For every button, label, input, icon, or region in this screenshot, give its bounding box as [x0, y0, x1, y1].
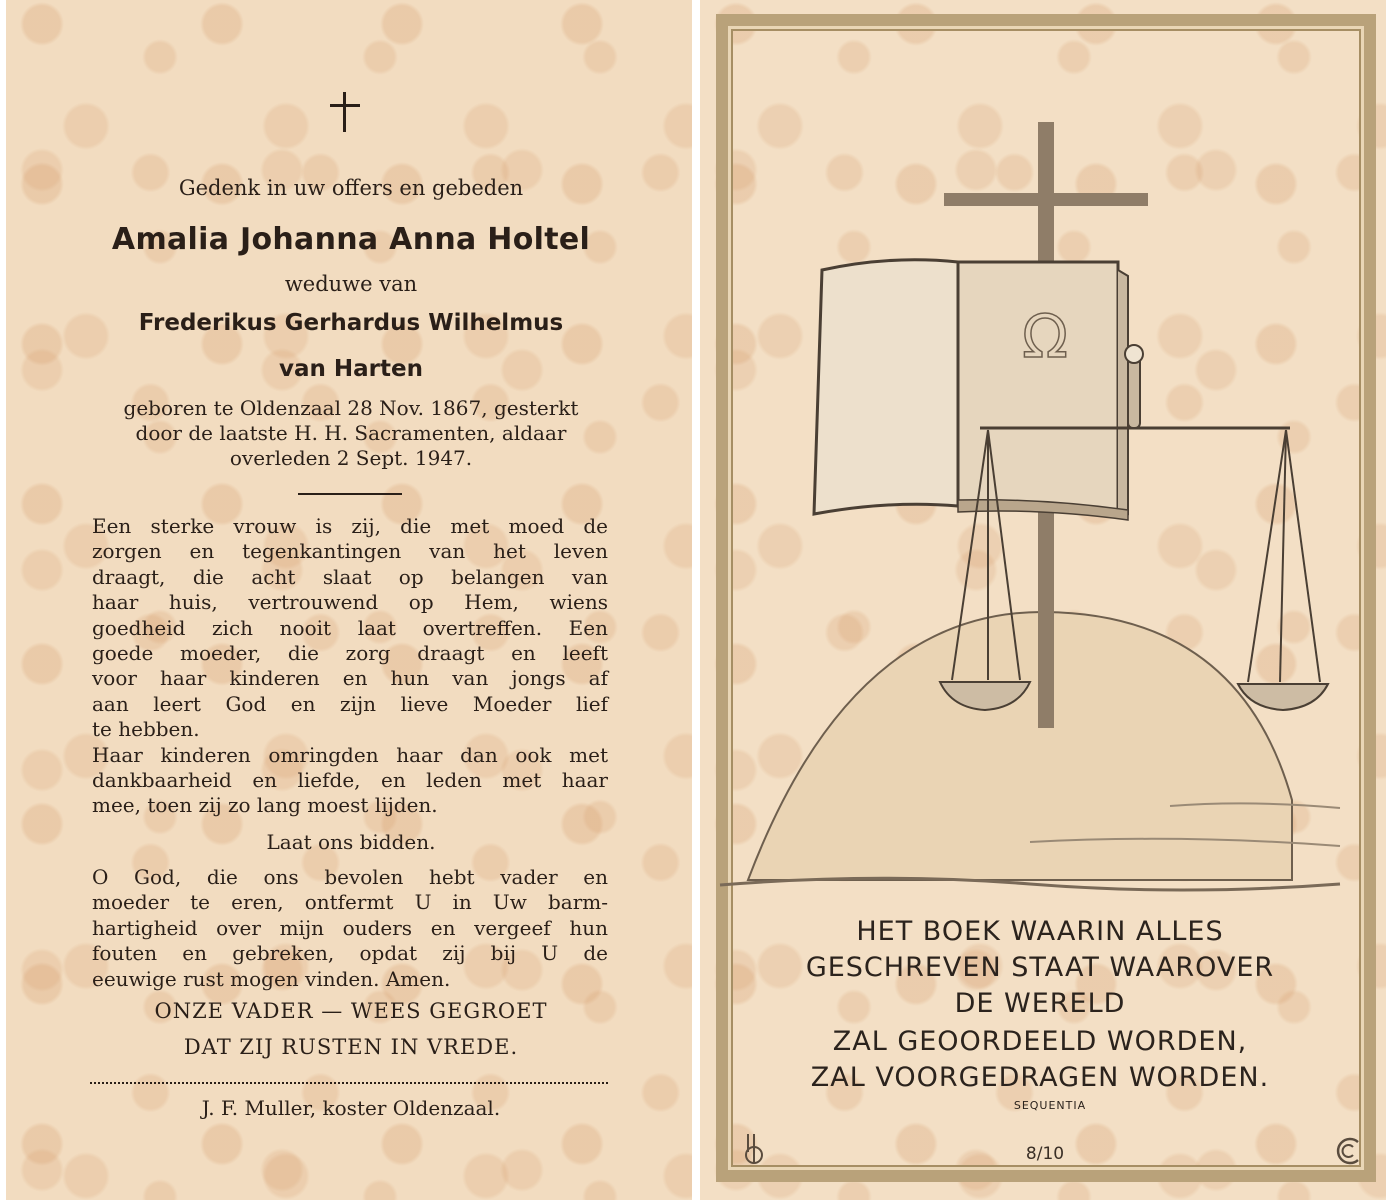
tribute-line: goedheid zich nooit laat overtreffen. Een — [92, 615, 608, 640]
tribute-paragraph — [92, 514, 608, 819]
intro-line: Gedenk in uw offers en gebeden — [178, 176, 524, 200]
copyright-mark-icon — [1334, 1136, 1362, 1166]
closing-prayers: ONZE VADER — WEES GEGROET — [154, 999, 548, 1023]
tribute-line: Haar kinderen omringden haar dan ook met — [92, 742, 608, 767]
scale-pan-right — [1238, 684, 1328, 710]
tribute-line: goede moeder, die zorg draagt en leeft — [92, 641, 608, 666]
relation-line: weduwe van — [284, 272, 418, 296]
spouse-name-line2: van Harten — [279, 356, 423, 382]
caption-line: ZAL VOORGEDRAGEN WORDEN. — [810, 1062, 1270, 1093]
cross-icon — [330, 92, 360, 132]
tribute-line: te hebben. — [92, 717, 200, 742]
tribute-line: draagt, die acht slaat op belangen van — [92, 564, 608, 589]
divider-line — [298, 493, 402, 495]
deceased-name: Amalia Johanna Anna Holtel — [111, 222, 591, 257]
prayer-line: fouten en gebreken, opdat zij bij U de — [92, 941, 608, 966]
publisher-mark-icon — [742, 1132, 766, 1166]
tribute-line: haar huis, vertrouwend op Hem, wiens — [92, 590, 608, 615]
card-number: 8/10 — [1025, 1144, 1065, 1164]
book-symbol: Ω — [1022, 302, 1068, 372]
birth-death-line: geboren te Oldenzaal 28 Nov. 1867, gesterkt — [123, 396, 579, 420]
book-edge — [1118, 270, 1128, 514]
tribute-line: zorgen en tegenkantingen van het leven — [92, 539, 608, 564]
book-left-page — [814, 260, 958, 514]
prayer-line: hartigheid over mijn ouders en vergeef hun — [92, 915, 608, 940]
prayer-line: eeuwige rust mogen vinden. Amen. — [92, 966, 451, 991]
caption-line: ZAL GEOORDEELD WORDEN, — [832, 1026, 1248, 1057]
tribute-line: dankbaarheid en liefde, en leden met haar — [92, 768, 608, 793]
tribute-line: Een sterke vrouw is zij, die met moed de — [92, 514, 608, 538]
rest-in-peace: DAT ZIJ RUSTEN IN VREDE. — [183, 1035, 519, 1059]
scale-string — [1286, 430, 1320, 682]
birth-death-line: overleden 2 Sept. 1947. — [229, 446, 473, 470]
scale-knob — [1125, 345, 1143, 363]
tribute-line: voor haar kinderen en hun van jongs af — [92, 666, 608, 691]
birth-death-text — [86, 396, 616, 471]
cross-horizontal — [944, 193, 1148, 206]
caption-line: DE WERELD — [954, 988, 1126, 1019]
tribute-line: aan leert God en zijn lieve Moeder lief — [92, 691, 608, 716]
birth-death-line: door de laatste H. H. Sacramenten, aldaar — [135, 421, 567, 445]
spouse-name-line1: Frederikus Gerhardus Wilhelmus — [138, 310, 564, 336]
tribute-line: mee, toen zij zo lang moest lijden. — [92, 793, 438, 818]
prayer-paragraph — [92, 865, 608, 992]
dotted-divider — [90, 1082, 608, 1084]
caption-line: GESCHREVEN STAAT WAAROVER — [805, 952, 1275, 983]
printer-credit: J. F. Muller, koster Oldenzaal. — [201, 1096, 501, 1120]
prayer-line: moeder te eren, ontfermt U in Uw barm- — [92, 890, 608, 915]
caption-source: SEQUENTIA — [1013, 1099, 1087, 1112]
caption-line: HET BOEK WAARIN ALLES — [856, 916, 1224, 947]
prayer-heading: Laat ons bidden. — [266, 830, 436, 854]
prayer-line: O God, die ons bevolen hebt vader en — [92, 865, 608, 889]
